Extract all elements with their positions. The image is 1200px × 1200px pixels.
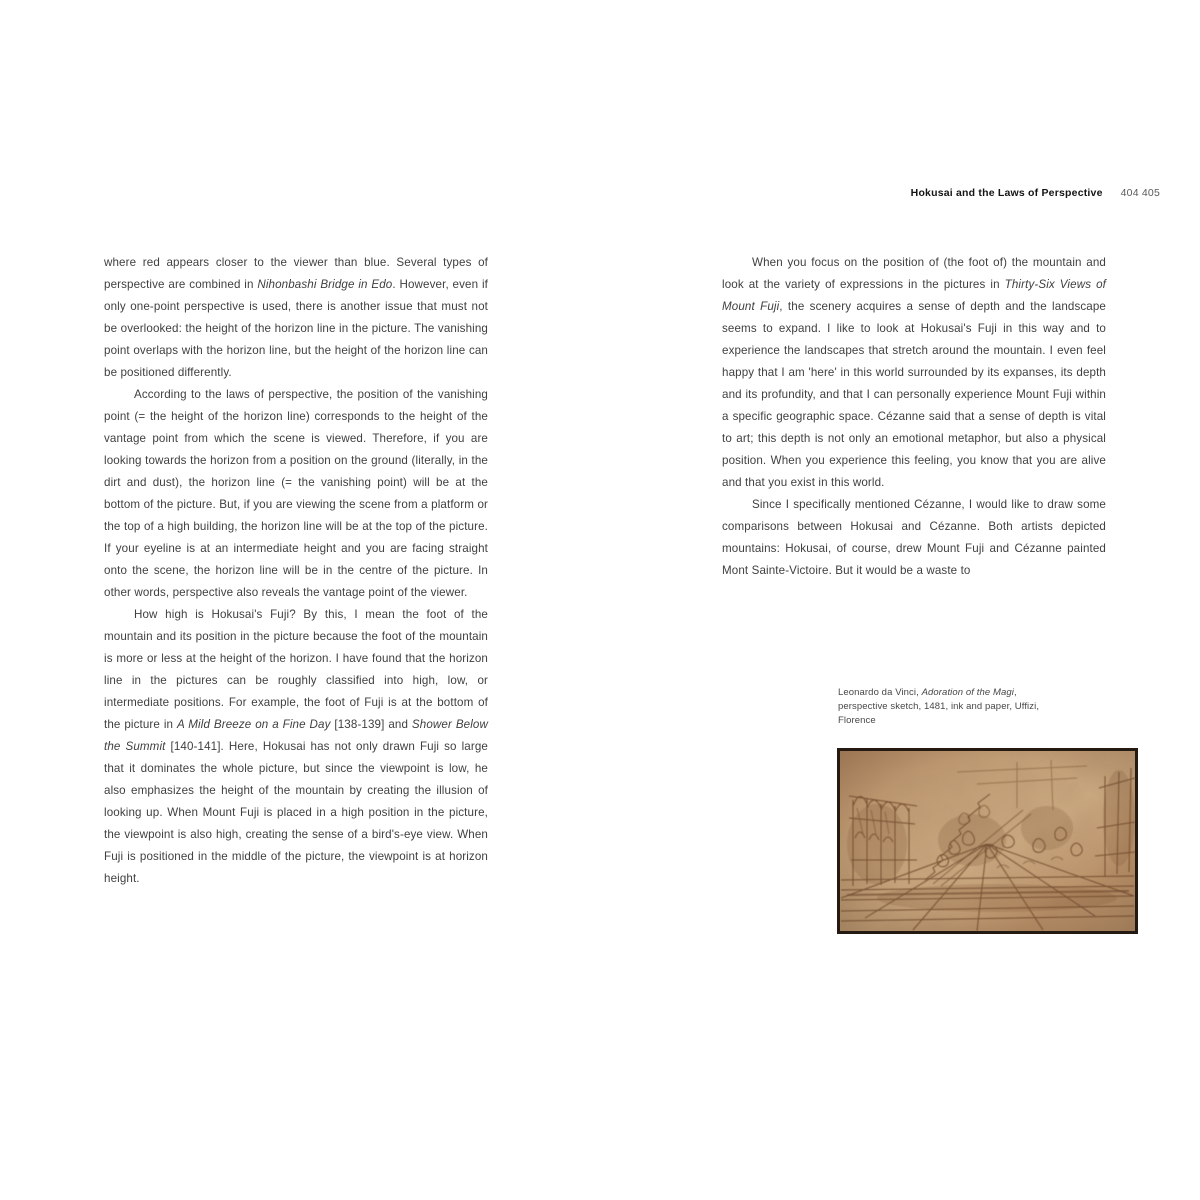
paragraph: Since I specifically mentioned Cézanne, I would like to draw some comparisons between Hokusai and Cézanne. Both artists depicted mountains: Hokusai, of course, drew Mount Fuji and Cézanne painted Mont Sainte-Victoire. But it would be a waste to — [722, 498, 1106, 577]
left-text-column — [104, 252, 488, 890]
chapter-title: Hokusai and the Laws of Perspective — [910, 187, 1103, 199]
work-title: Shower Below the Summit — [104, 718, 488, 753]
work-title: Thirty-Six Views of Mount Fuji — [722, 278, 1107, 313]
running-head — [911, 187, 1160, 199]
work-title: A Mild Breeze on a Fine Day — [176, 718, 331, 731]
paragraph: When you focus on the position of (the foot of) the mountain and look at the variety of expressions in the pictures in Thirty-Six Views of Mount Fuji, the scenery acquires a sense of depth and the landscape seems to expand. I like to look at Hokusai's Fuji in this way and to experience the landscapes that stretch around the mountain. I even feel happy that I am 'here' in this world surrounded by its expanses, its depth and its profundity, and that I can personally experience Mount Fuji within a specific geographic space. Cézanne said that a sense of depth is vital to art; this depth is not only an emotional metaphor, but also a physical position. When you experience this feeling, you know that you are alive and that you exist in this world. — [722, 256, 1107, 489]
leonardo-perspective-sketch-image — [837, 748, 1138, 934]
sketch-illustration — [837, 748, 1138, 934]
artwork-title: Adoration of the Magi — [921, 687, 1014, 698]
paragraph: where red appears closer to the viewer than blue. Several types of perspective are combined in Nihonbashi Bridge in Edo. However, even if only one-point perspective is used, there is another issue that must not be overlooked: the height of the horizon line in the picture. The vanishing point overlaps with the horizon line, but the height of the horizon line can be positioned differently. — [104, 256, 488, 379]
figure-caption: Leonardo da Vinci, Adoration of the Magi, perspective sketch, 1481, ink and paper, Uffizi, Florence — [838, 687, 1040, 726]
work-title: Nihonbashi Bridge in Edo — [257, 278, 393, 291]
paragraph: According to the laws of perspective, the position of the vanishing point (= the height of the horizon line) corresponds to the height of the vantage point from which the scene is viewed. Therefore, if you are looking towards the horizon from a position on the ground (literally, in the dirt and dust), the horizon line (= the vanishing point) will be at the bottom of the picture. But, if you are viewing the scene from a platform or the top of a high building, the horizon line will be at the top of the picture. If your eyeline is at an intermediate height and you are facing straight onto the scene, the horizon line will be in the centre of the picture. In other words, perspective also reveals the vantage point of the viewer. — [104, 388, 488, 599]
right-text-column — [722, 252, 1106, 582]
page-folio: 404 405 — [1120, 187, 1160, 199]
paragraph: How high is Hokusai's Fuji? By this, I mean the foot of the mountain and its position in the picture because the foot of the mountain is more or less at the height of the horizon. I have found that the horizon line in the pictures can be roughly classified into high, low, or intermediate positions. For example, the foot of Fuji is at the bottom of the picture in A Mild Breeze on a Fine Day [138-139] and Shower Below the Summit [140-141]. Here, Hokusai has not only drawn Fuji so large that it dominates the whole picture, but since the viewpoint is low, he also emphasizes the height of the mountain by creating the illusion of looking up. When Mount Fuji is placed in a high position in the picture, the viewpoint is also high, creating the sense of a bird's-eye view. When Fuji is positioned in the middle of the picture, the viewpoint is at horizon height. — [104, 608, 488, 885]
